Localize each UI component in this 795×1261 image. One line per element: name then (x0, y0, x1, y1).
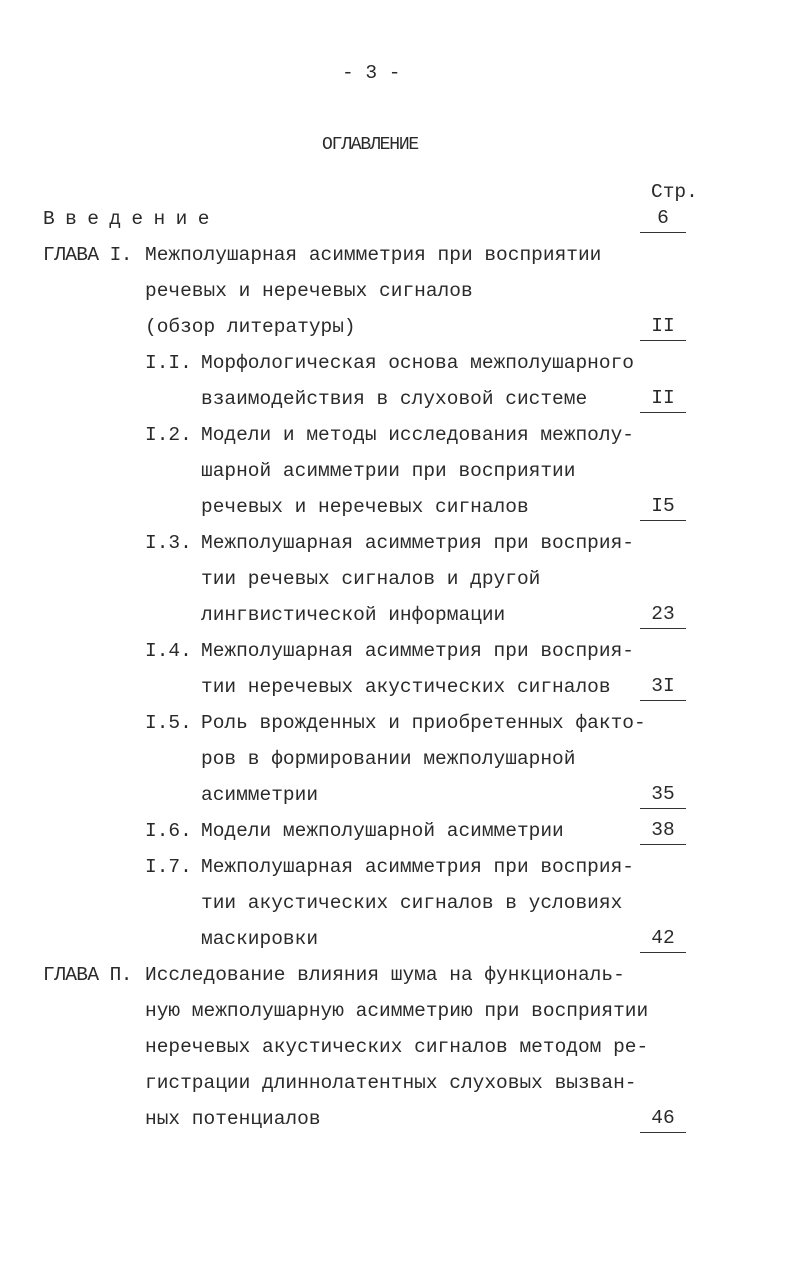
toc-section-number: I.2. (145, 424, 192, 446)
toc-section-line: Модели межполушарной асимметрии (201, 820, 564, 842)
toc-section-line: маскировки (201, 928, 319, 950)
toc-chapter1-line: речевых и неречевых сигналов (145, 280, 473, 302)
toc-chapter2-line: Исследование влияния шума на функциональ- (145, 964, 625, 986)
toc-section-line: тии речевых сигналов и другой (201, 568, 541, 590)
toc-section-line: взаимодействия в слуховой системе (201, 388, 588, 410)
toc-chapter2-label: ГЛАВА П. (43, 964, 132, 986)
toc-chapter2-line: ных потенциалов (145, 1108, 321, 1130)
toc-section-line: Модели и методы исследования межполу- (201, 424, 634, 446)
toc-section-line: Межполушарная асимметрия при восприя- (201, 640, 634, 662)
toc-chapter2-page: 46 (640, 1106, 686, 1133)
toc-section-page: II (640, 386, 686, 413)
toc-section-page: 23 (640, 602, 686, 629)
toc-section-number: I.I. (145, 352, 192, 374)
toc-section-page: 38 (640, 818, 686, 845)
toc-section-line: Межполушарная асимметрия при восприя- (201, 856, 634, 878)
toc-section-number: I.6. (145, 820, 192, 842)
toc-section-line: речевых и неречевых сигналов (201, 496, 529, 518)
toc-section-page: 3I (640, 674, 686, 701)
toc-section-page: 42 (640, 926, 686, 953)
toc-chapter2-line: неречевых акустических сигналов методом ре- (145, 1036, 649, 1058)
toc-section-line: Межполушарная асимметрия при восприя- (201, 532, 634, 554)
toc-section-number: I.5. (145, 712, 192, 734)
toc-section-line: тии акустических сигналов в условиях (201, 892, 623, 914)
toc-chapter1-label: ГЛАВА I. (43, 244, 132, 266)
toc-chapter1-line: (обзор литературы) (145, 316, 356, 338)
toc-chapter1-line: Межполушарная асимметрия при восприятии (145, 244, 602, 266)
page-title: ОГЛАВЛЕНИЕ (322, 135, 419, 155)
toc-section-line: Морфологическая основа межполушарного (201, 352, 634, 374)
toc-section-number: I.7. (145, 856, 192, 878)
toc-section-line: ров в формировании межполушарной (201, 748, 576, 770)
toc-section-line: асимметрии (201, 784, 319, 806)
toc-intro-label: Введение (43, 208, 220, 230)
toc-section-line: тии неречевых акустических сигналов (201, 676, 611, 698)
toc-section-page: 35 (640, 782, 686, 809)
toc-section-line: Роль врожденных и приобретенных факто- (201, 712, 646, 734)
toc-chapter2-line: ную межполушарную асимметрию при восприятии (145, 1000, 649, 1022)
toc-section-line: шарной асимметрии при восприятии (201, 460, 576, 482)
toc-section-number: I.3. (145, 532, 192, 554)
toc-section-line: лингвистической информации (201, 604, 506, 626)
toc-section-number: I.4. (145, 640, 192, 662)
toc-section-page: I5 (640, 494, 686, 521)
page-column-header: Стр. (651, 181, 698, 203)
page-number: - 3 - (342, 62, 401, 84)
toc-chapter1-page: II (640, 314, 686, 341)
toc-intro-page: 6 (640, 206, 686, 233)
toc-chapter2-line: гистрации длиннолатентных слуховых вызван- (145, 1072, 637, 1094)
